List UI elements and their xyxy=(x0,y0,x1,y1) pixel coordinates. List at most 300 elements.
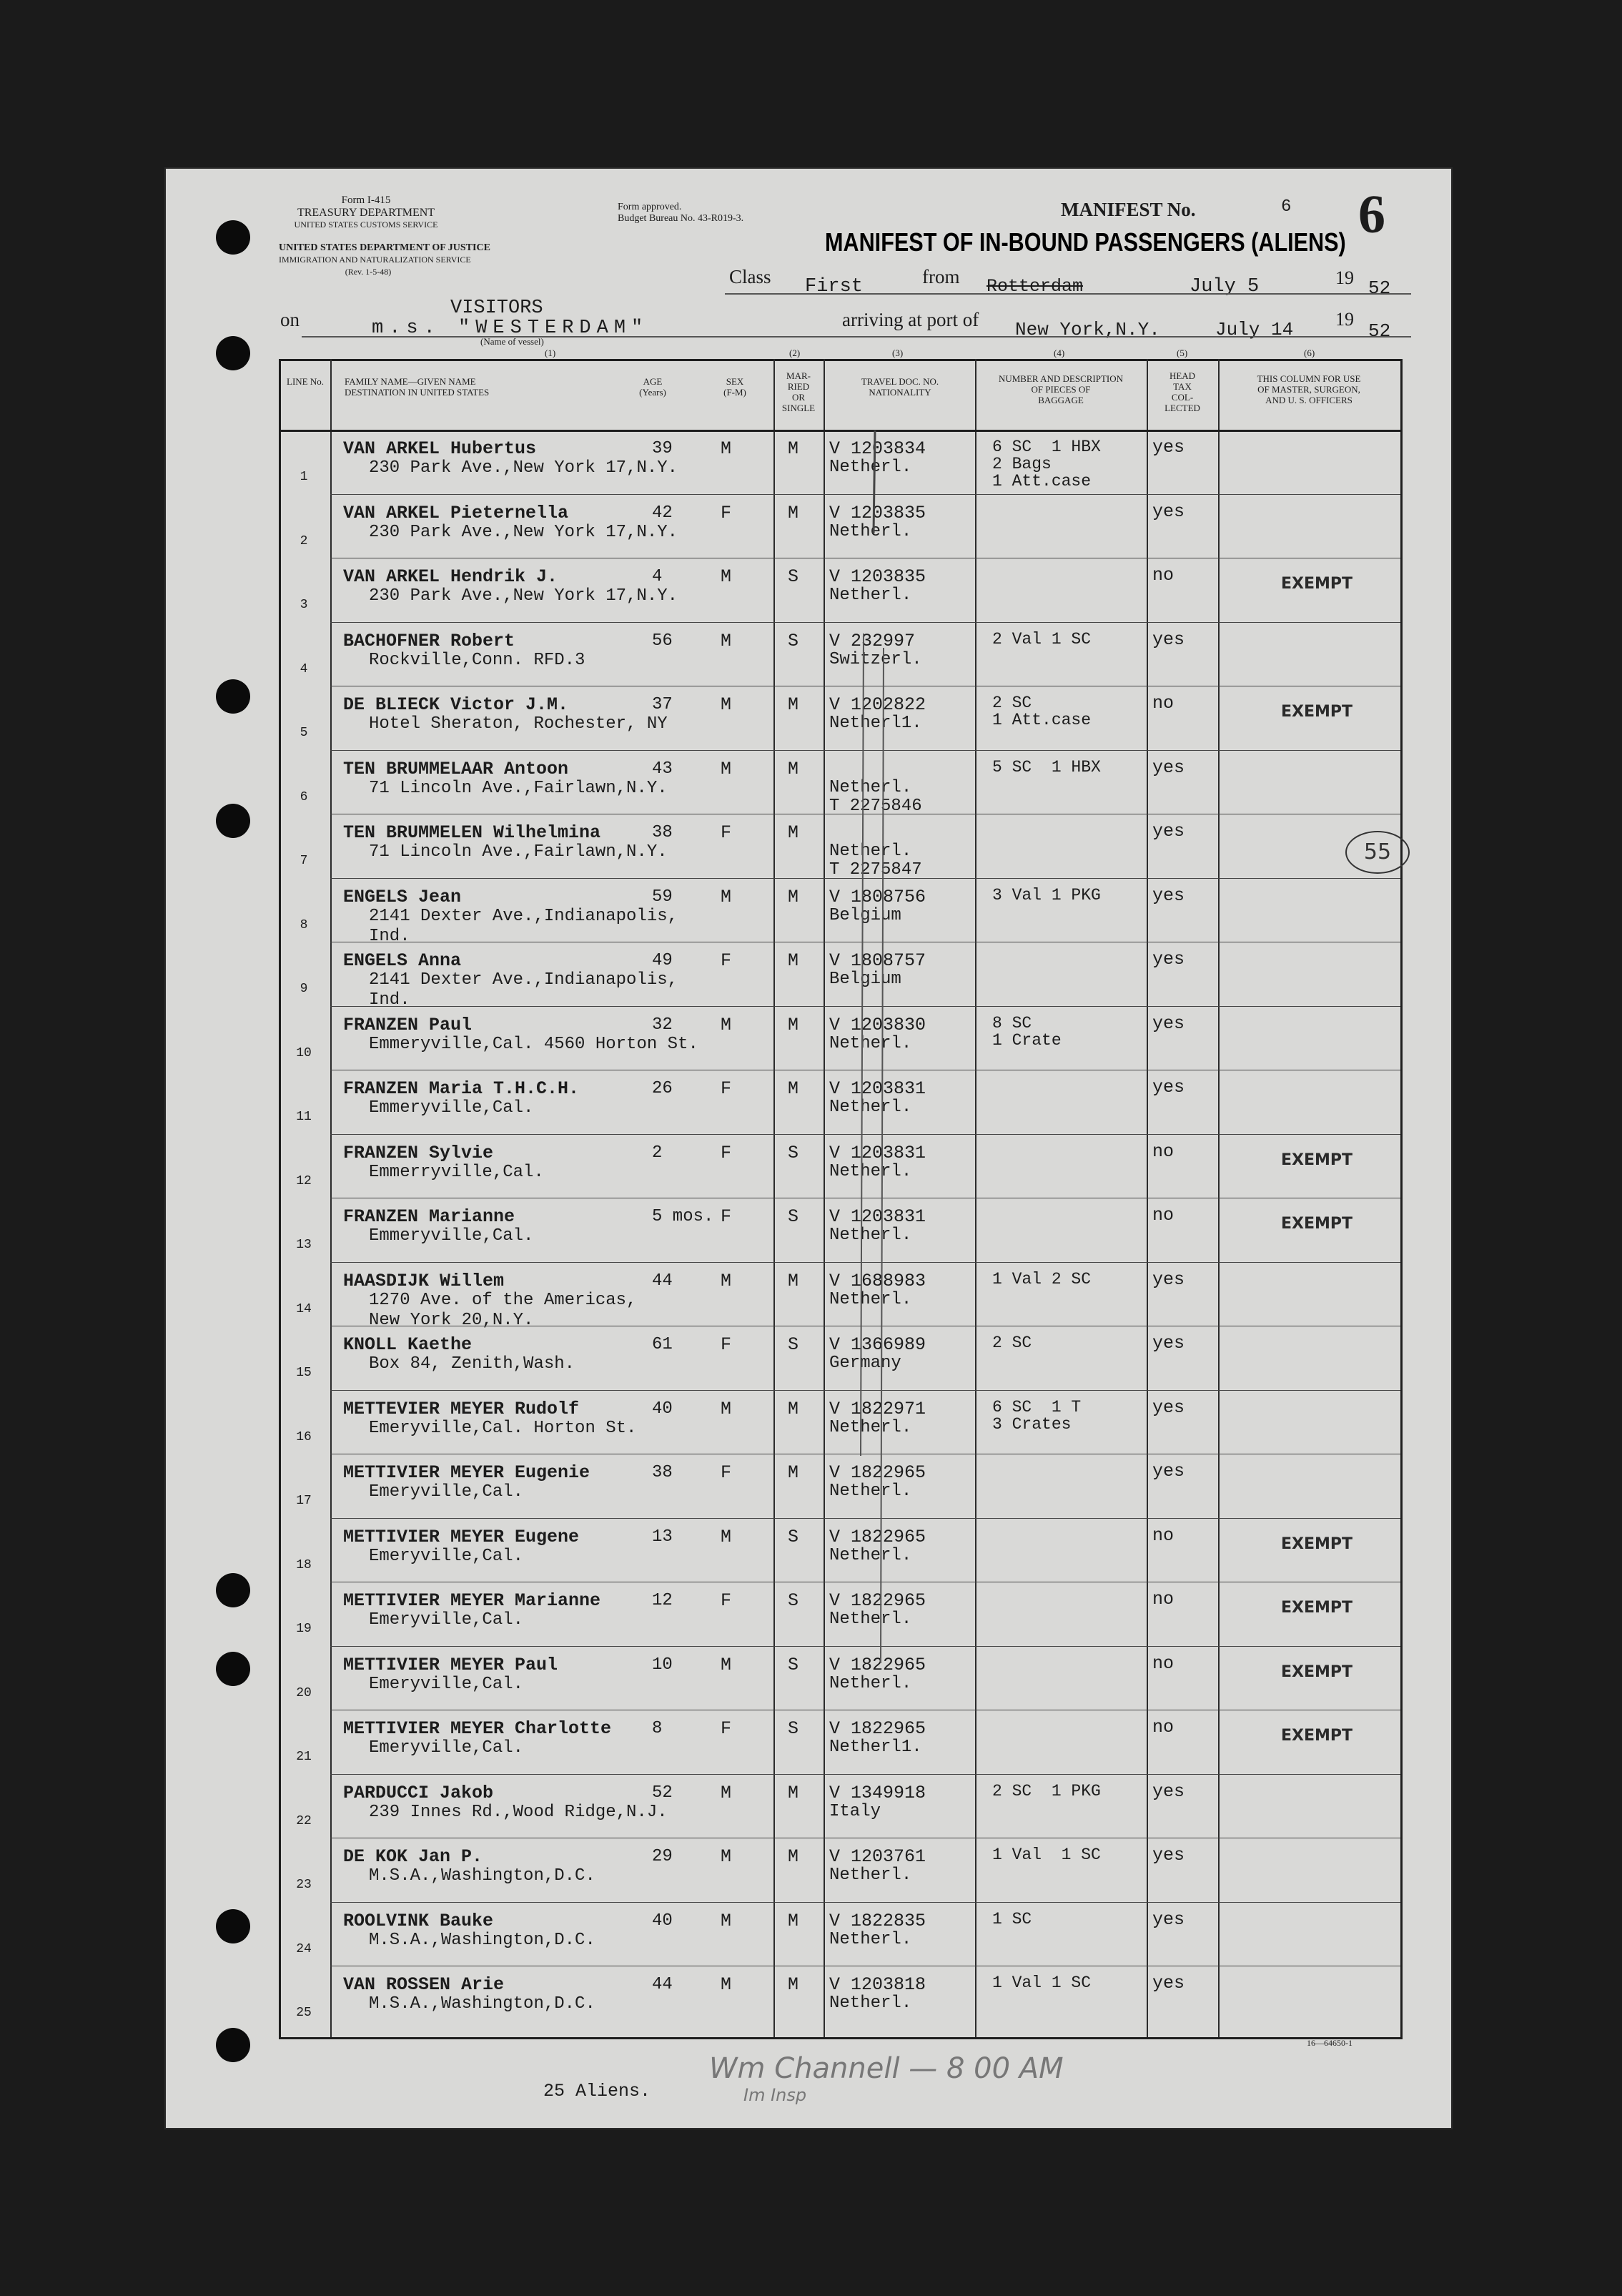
line-number: 1 xyxy=(300,470,308,484)
passenger-age: 38 xyxy=(652,1463,673,1482)
baggage-description: 8 SC 1 Crate xyxy=(992,1013,1062,1050)
justice-label: UNITED STATES DEPARTMENT OF JUSTICE xyxy=(279,242,490,253)
marital-status: M xyxy=(788,1910,799,1931)
form-approved-block xyxy=(618,202,743,225)
travel-doc-number: V 1822835 xyxy=(829,1910,926,1931)
passenger-destination: Emmeryville,Cal. xyxy=(369,1226,534,1246)
class-underline xyxy=(725,293,1411,295)
passenger-sex: F xyxy=(721,1206,732,1227)
head-tax-collected: no xyxy=(1152,1652,1175,1674)
passenger-destination: 230 Park Ave.,New York 17,N.Y. xyxy=(369,458,678,478)
nationality: Netherl. xyxy=(829,1289,912,1309)
col-head-age: AGE (Years) xyxy=(639,376,666,398)
line-number: 6 xyxy=(300,789,308,804)
passenger-name: METTIVIER MEYER Charlotte xyxy=(343,1718,612,1739)
line-number: 5 xyxy=(300,726,308,740)
travel-doc-number: V 1808757 xyxy=(829,950,926,971)
passenger-sex: M xyxy=(721,886,732,907)
form-header-block xyxy=(280,194,452,231)
passenger-destination: 239 Innes Rd.,Wood Ridge,N.J. xyxy=(369,1802,668,1822)
passenger-name: ENGELS Jean xyxy=(343,886,462,907)
line-number: 11 xyxy=(296,1110,312,1124)
form-approved: Form approved. xyxy=(618,202,682,212)
line-number: 24 xyxy=(296,1941,312,1956)
passenger-destination: Emeryville,Cal. xyxy=(369,1546,524,1566)
travel-doc-number: V 1202822 xyxy=(829,694,926,715)
col-head-sex: SEX (F-M) xyxy=(723,376,746,398)
revision-label: (Rev. 1-5-48) xyxy=(345,267,392,277)
nationality: Netherl. xyxy=(829,1161,912,1181)
passenger-name: TEN BRUMMELEN Wilhelmina xyxy=(343,822,601,843)
departure-date: July 5 xyxy=(1190,276,1260,297)
manifest-page xyxy=(166,169,1451,2128)
col-head-head-tax: HEAD TAX COL- LECTED xyxy=(1164,370,1200,413)
binder-hole xyxy=(216,2028,250,2062)
line-number: 3 xyxy=(300,598,308,612)
baggage-description: 6 SC 1 T 3 Crates xyxy=(992,1397,1082,1434)
binder-hole xyxy=(216,679,250,714)
marital-status: S xyxy=(788,1590,799,1611)
head-tax-collected: no xyxy=(1152,1717,1175,1738)
col-head-travel-doc: TRAVEL DOC. NO. NATIONALITY xyxy=(861,376,939,398)
passenger-destination: Hotel Sheraton, Rochester, NY xyxy=(369,714,668,734)
passenger-name: ROOLVINK Bauke xyxy=(343,1910,494,1931)
travel-doc-number: V 1349918 xyxy=(829,1782,926,1803)
from-port: Rotterdam xyxy=(986,276,1084,297)
ins-label: IMMIGRATION AND NATURALIZATION SERVICE xyxy=(279,255,471,265)
line-number: 10 xyxy=(296,1045,312,1060)
baggage-description: 2 Val 1 SC xyxy=(992,629,1092,649)
handwritten-marks xyxy=(273,426,916,2042)
nationality: Netherl. xyxy=(829,1866,912,1885)
head-tax-collected: yes xyxy=(1152,1012,1185,1034)
line-number: 20 xyxy=(296,1685,312,1700)
nationality: Netherl. xyxy=(829,458,912,477)
baggage-description: 1 Val 1 SC xyxy=(992,1974,1092,1992)
passenger-sex: F xyxy=(721,822,732,843)
officer-note: EXEMPT xyxy=(1281,1662,1353,1681)
marital-status: M xyxy=(788,502,799,523)
class-value: First xyxy=(805,276,864,297)
passenger-age: 44 xyxy=(652,1271,673,1291)
marital-status: M xyxy=(788,694,799,715)
marital-status: S xyxy=(788,1718,799,1739)
passenger-age: 61 xyxy=(652,1335,673,1354)
passenger-destination: Emeryville,Cal. xyxy=(369,1610,524,1630)
passenger-age: 32 xyxy=(652,1015,673,1035)
nationality: Netherl. xyxy=(829,1929,912,1949)
passenger-destination: Rockville,Conn. RFD.3 xyxy=(369,650,585,670)
passenger-name: FRANZEN Marianne xyxy=(343,1206,515,1227)
passenger-age: 38 xyxy=(652,823,673,842)
travel-doc-number: V 1822965 xyxy=(829,1590,926,1611)
passenger-age: 56 xyxy=(652,631,673,651)
baggage-description: 2 SC xyxy=(992,1334,1032,1352)
passenger-destination: M.S.A.,Washington,D.C. xyxy=(369,1994,595,2014)
marital-status: S xyxy=(788,1142,799,1163)
passenger-age: 13 xyxy=(652,1527,673,1547)
passenger-destination: Emeryville,Cal. Horton St. xyxy=(369,1418,637,1438)
head-tax-collected: no xyxy=(1152,1140,1175,1162)
passenger-age: 49 xyxy=(652,951,673,970)
line-number: 14 xyxy=(296,1301,312,1316)
passenger-name: PARDUCCI Jakob xyxy=(343,1782,494,1803)
passenger-age: 42 xyxy=(652,503,673,523)
officer-note: EXEMPT xyxy=(1281,1215,1353,1233)
nationality: Belgium xyxy=(829,970,901,989)
passenger-sex: M xyxy=(721,1974,732,1995)
head-tax-collected: no xyxy=(1152,565,1175,586)
travel-doc-number: V 1203831 xyxy=(829,1078,926,1099)
col-head-officers: THIS COLUMN FOR USE OF MASTER, SURGEON, AND U. S. OFFICERS xyxy=(1257,373,1361,405)
officer-note: EXEMPT xyxy=(1281,1534,1353,1553)
passenger-name: FRANZEN Maria T.H.C.H. xyxy=(343,1078,580,1099)
marital-status: M xyxy=(788,1398,799,1419)
passenger-sex: F xyxy=(721,1462,732,1483)
manifest-number-typed: 6 xyxy=(1281,197,1292,217)
baggage-description: 1 Val 2 SC xyxy=(992,1269,1092,1289)
passenger-destination: M.S.A.,Washington,D.C. xyxy=(369,1930,595,1950)
passenger-sex: M xyxy=(721,1782,732,1803)
marital-status: S xyxy=(788,1526,799,1547)
passenger-sex: F xyxy=(721,950,732,971)
passenger-name: METTIVIER MEYER Marianne xyxy=(343,1590,601,1611)
manifest-number-label: MANIFEST No. xyxy=(1061,199,1196,220)
bracket-mark-icon xyxy=(881,648,884,1663)
nationality: Netherl. xyxy=(829,1994,912,2013)
col-number-1: (1) xyxy=(545,348,556,358)
head-tax-collected: yes xyxy=(1152,1845,1185,1866)
passenger-name: METTEVIER MEYER Rudolf xyxy=(343,1398,580,1419)
passenger-age: 26 xyxy=(652,1079,673,1098)
line-number: 18 xyxy=(296,1557,312,1572)
travel-doc-number: V 1203830 xyxy=(829,1014,926,1035)
passenger-name: FRANZEN Paul xyxy=(343,1014,473,1035)
marital-status: M xyxy=(788,1270,799,1291)
inspector-signature: Wm Channell — 8 00 AM xyxy=(709,2052,1064,2085)
marital-status: M xyxy=(788,822,799,843)
travel-doc-number: V 1822965 xyxy=(829,1526,926,1547)
nationality: Netherl. T 2275847 xyxy=(829,842,922,880)
head-tax-collected: yes xyxy=(1152,1396,1185,1418)
bracket-mark-icon xyxy=(874,430,875,533)
passenger-sex: M xyxy=(721,758,732,779)
nationality: Netherl. xyxy=(829,521,912,541)
line-number: 17 xyxy=(296,1494,312,1508)
manifest-title: MANIFEST OF IN-BOUND PASSENGERS (ALIENS) xyxy=(825,227,1346,257)
baggage-description: 1 SC xyxy=(992,1909,1032,1928)
passenger-destination: Emmeryville,Cal. xyxy=(369,1098,534,1118)
vessel-caption: (Name of vessel) xyxy=(480,336,544,347)
circled-number-stamp: 55 xyxy=(1345,831,1410,874)
passenger-age: 59 xyxy=(652,887,673,907)
passenger-name: VAN ARKEL Hendrik J. xyxy=(343,566,558,587)
head-tax-collected: yes xyxy=(1152,1461,1185,1482)
passenger-sex: M xyxy=(721,438,732,459)
passenger-sex: F xyxy=(721,1590,732,1611)
passenger-age: 39 xyxy=(652,439,673,458)
binder-hole xyxy=(216,804,250,838)
passenger-destination: 1270 Ave. of the Americas, New York 20,N.Y. xyxy=(369,1290,637,1330)
passenger-destination: Emeryville,Cal. xyxy=(369,1482,524,1502)
passenger-destination: Box 84, Zenith,Wash. xyxy=(369,1354,575,1374)
nationality: Netherl. xyxy=(829,1226,912,1245)
travel-doc-number: V 1366989 xyxy=(829,1334,926,1355)
passenger-destination: Emmerryville,Cal. xyxy=(369,1162,544,1182)
marital-status: S xyxy=(788,1206,799,1227)
line-number: 8 xyxy=(300,917,308,932)
passenger-name: METTIVIER MEYER Eugenie xyxy=(343,1462,590,1483)
passenger-name: METTIVIER MEYER Paul xyxy=(343,1654,558,1675)
passenger-sex: M xyxy=(721,1270,732,1291)
passenger-name: VAN ROSSEN Arie xyxy=(343,1974,505,1995)
line-number: 2 xyxy=(300,533,308,548)
head-tax-collected: yes xyxy=(1152,1780,1185,1802)
col-number-2: (2) xyxy=(789,348,801,358)
marital-status: M xyxy=(788,1846,799,1867)
passenger-destination: Emmeryville,Cal. 4560 Horton St. xyxy=(369,1034,698,1054)
passenger-sex: F xyxy=(721,1334,732,1355)
marital-status: S xyxy=(788,1334,799,1355)
arriving-label: arriving at port of xyxy=(842,309,979,330)
print-code: 16—64650-1 xyxy=(1307,2038,1353,2048)
form-number: Form I-415 xyxy=(341,194,391,206)
treasury-label: TREASURY DEPARTMENT xyxy=(297,207,435,219)
budget-bureau: Budget Bureau No. 43-R019-3. xyxy=(618,213,744,224)
travel-doc-number: V 1808756 xyxy=(829,886,926,907)
head-tax-collected: yes xyxy=(1152,757,1185,778)
binder-hole xyxy=(216,336,250,370)
travel-doc-number: V 1203835 xyxy=(829,502,926,523)
travel-doc-number: V 232997 xyxy=(829,630,916,651)
line-number: 15 xyxy=(296,1366,312,1380)
col-head-line: LINE No. xyxy=(287,376,324,387)
nationality: Netherl. xyxy=(829,1545,912,1565)
vessel-name: m.s. "WESTERDAM" xyxy=(372,317,649,339)
passenger-age: 4 xyxy=(652,567,663,586)
arrival-date: July 14 xyxy=(1215,319,1294,340)
binder-hole xyxy=(216,1652,250,1686)
head-tax-collected: yes xyxy=(1152,885,1185,906)
passenger-destination: 71 Lincoln Ave.,Fairlawn,N.Y. xyxy=(369,778,668,798)
line-number: 23 xyxy=(296,1878,312,1892)
marital-status: M xyxy=(788,886,799,907)
nationality: Netherl. xyxy=(829,1098,912,1117)
marital-status: S xyxy=(788,566,799,587)
arrival-year: 52 xyxy=(1368,320,1391,342)
passenger-name: HAASDIJK Willem xyxy=(343,1270,505,1291)
baggage-description: 2 SC 1 PKG xyxy=(992,1781,1101,1800)
nationality: Italy xyxy=(829,1801,881,1821)
marital-status: M xyxy=(788,1078,799,1099)
head-tax-collected: yes xyxy=(1152,1268,1185,1290)
passenger-age: 5 mos. xyxy=(652,1207,714,1226)
binder-hole xyxy=(216,1909,250,1943)
passenger-age: 43 xyxy=(652,759,673,779)
baggage-description: 2 SC 1 Att.case xyxy=(992,694,1092,729)
passenger-age: 29 xyxy=(652,1847,673,1866)
head-tax-collected: yes xyxy=(1152,821,1185,842)
col-number-4: (4) xyxy=(1054,348,1065,358)
passenger-age: 52 xyxy=(652,1783,673,1803)
line-number: 4 xyxy=(300,661,308,676)
justice-block xyxy=(279,242,490,278)
year-prefix-2: 19 xyxy=(1335,309,1354,330)
nationality: Belgium xyxy=(829,905,901,925)
passenger-age: 40 xyxy=(652,1911,673,1931)
nationality: Netherl. xyxy=(829,1610,912,1629)
head-tax-collected: yes xyxy=(1152,1333,1185,1354)
marital-status: S xyxy=(788,630,799,651)
passenger-age: 8 xyxy=(652,1719,663,1738)
head-tax-collected: yes xyxy=(1152,949,1185,970)
nationality: Netherl. xyxy=(829,1482,912,1501)
head-tax-collected: no xyxy=(1152,1524,1175,1546)
marital-status: M xyxy=(788,758,799,779)
baggage-description: 3 Val 1 PKG xyxy=(992,885,1101,905)
marital-status: M xyxy=(788,438,799,459)
head-tax-collected: yes xyxy=(1152,1908,1185,1930)
passenger-name: METTIVIER MEYER Eugene xyxy=(343,1526,580,1547)
visitors-label: VISITORS xyxy=(450,297,543,319)
line-number: 13 xyxy=(296,1238,312,1252)
passenger-name: VAN ARKEL Pieternella xyxy=(343,502,569,523)
passenger-name: BACHOFNER Robert xyxy=(343,630,515,651)
travel-doc-number: V 1203831 xyxy=(829,1142,926,1163)
passenger-sex: M xyxy=(721,1526,732,1547)
marital-status: M xyxy=(788,1974,799,1995)
col-number-3: (3) xyxy=(892,348,904,358)
passenger-sex: M xyxy=(721,1846,732,1867)
travel-doc-number: V 1822965 xyxy=(829,1654,926,1675)
col-number-5: (5) xyxy=(1177,348,1188,358)
passenger-destination: Emeryville,Cal. xyxy=(369,1674,524,1694)
passenger-sex: F xyxy=(721,1078,732,1099)
on-label: on xyxy=(280,309,300,330)
inspector-title: Im Insp xyxy=(743,2085,807,2105)
baggage-description: 1 Val 1 SC xyxy=(992,1846,1101,1864)
officer-note: EXEMPT xyxy=(1281,1599,1353,1617)
marital-status: M xyxy=(788,1462,799,1483)
nationality: Netherl. xyxy=(829,586,912,605)
head-tax-collected: no xyxy=(1152,693,1175,714)
passenger-age: 2 xyxy=(652,1143,663,1163)
passenger-name: DE BLIECK Victor J.M. xyxy=(343,694,569,715)
nationality: Netherl. xyxy=(829,1673,912,1693)
passenger-sex: M xyxy=(721,1910,732,1931)
travel-doc-number: V 1822965 xyxy=(829,1462,926,1483)
nationality: Netherl1. xyxy=(829,714,922,733)
passenger-sex: M xyxy=(721,1014,732,1035)
passenger-age: 12 xyxy=(652,1591,673,1610)
passenger-destination: 2141 Dexter Ave.,Indianapolis, Ind. xyxy=(369,906,678,946)
marital-status: M xyxy=(788,1782,799,1803)
bracket-mark-icon xyxy=(861,634,864,1456)
passenger-destination: Emeryville,Cal. xyxy=(369,1738,524,1758)
col-head-name: FAMILY NAME—GIVEN NAME DESTINATION IN UNITED STATES xyxy=(345,376,490,398)
travel-doc-number: V 1822965 xyxy=(829,1718,926,1739)
passenger-age: 44 xyxy=(652,1975,673,1994)
total-aliens: 25 Aliens. xyxy=(543,2081,651,2102)
passenger-name: TEN BRUMMELAAR Antoon xyxy=(343,758,569,779)
nationality: Germany xyxy=(829,1354,901,1373)
line-number: 22 xyxy=(296,1813,312,1828)
passenger-destination: M.S.A.,Washington,D.C. xyxy=(369,1866,595,1886)
line-number: 12 xyxy=(296,1173,312,1188)
line-number: 25 xyxy=(296,2006,312,2020)
class-label: Class xyxy=(729,266,771,287)
passenger-sex: M xyxy=(721,694,732,715)
head-tax-collected: yes xyxy=(1152,629,1185,650)
travel-doc-number: V 1203835 xyxy=(829,566,926,587)
officer-note: EXEMPT xyxy=(1281,1151,1353,1169)
arrival-port: New York,N.Y. xyxy=(1015,319,1160,340)
head-tax-collected: yes xyxy=(1152,1077,1185,1098)
year-prefix: 19 xyxy=(1335,267,1354,288)
vessel-underline xyxy=(302,336,1411,337)
passenger-name: ENGELS Anna xyxy=(343,950,462,971)
nationality: Netherl. T 2275846 xyxy=(829,777,922,816)
from-label: from xyxy=(922,266,960,287)
passenger-name: KNOLL Kaethe xyxy=(343,1334,473,1355)
customs-label: UNITED STATES CUSTOMS SERVICE xyxy=(294,220,438,230)
baggage-description: 5 SC 1 HBX xyxy=(992,757,1101,777)
passenger-destination: 230 Park Ave.,New York 17,N.Y. xyxy=(369,522,678,542)
officer-note: EXEMPT xyxy=(1281,1727,1353,1745)
head-tax-collected: yes xyxy=(1152,501,1185,522)
passenger-sex: M xyxy=(721,630,732,651)
line-number: 16 xyxy=(296,1429,312,1444)
binder-hole xyxy=(216,220,250,255)
travel-doc-number: V 1688983 xyxy=(829,1270,926,1291)
line-number: 21 xyxy=(296,1750,312,1764)
passenger-age: 10 xyxy=(652,1655,673,1675)
travel-doc-number: V 1822971 xyxy=(829,1398,926,1419)
head-tax-collected: yes xyxy=(1152,1973,1185,1994)
passenger-name: VAN ARKEL Hubertus xyxy=(343,438,537,459)
binder-hole xyxy=(216,1573,250,1607)
passenger-age: 37 xyxy=(652,695,673,714)
passenger-name: DE KOK Jan P. xyxy=(343,1846,483,1867)
line-number: 9 xyxy=(300,982,308,996)
travel-doc-number: V 1203831 xyxy=(829,1206,926,1227)
col-head-baggage: NUMBER AND DESCRIPTION OF PIECES OF BAGGAGE xyxy=(998,373,1124,405)
departure-year: 52 xyxy=(1368,277,1391,299)
officer-note: EXEMPT xyxy=(1281,575,1353,593)
col-number-6: (6) xyxy=(1304,348,1315,358)
nationality: Switzerl. xyxy=(829,649,922,669)
passenger-sex: F xyxy=(721,1718,732,1739)
travel-doc-number: V 1203818 xyxy=(829,1974,926,1995)
manifest-number-large: 6 xyxy=(1358,184,1385,245)
passenger-sex: F xyxy=(721,502,732,523)
passenger-sex: M xyxy=(721,566,732,587)
passenger-sex: F xyxy=(721,1142,732,1163)
travel-doc-number: V 1203834 xyxy=(829,438,926,459)
col-head-married: MAR- RIED OR SINGLE xyxy=(781,370,816,413)
passenger-destination: 2141 Dexter Ave.,Indianapolis, Ind. xyxy=(369,970,678,1010)
passenger-destination: 230 Park Ave.,New York 17,N.Y. xyxy=(369,586,678,606)
head-tax-collected: no xyxy=(1152,1589,1175,1610)
passenger-sex: M xyxy=(721,1398,732,1419)
passenger-name: FRANZEN Sylvie xyxy=(343,1142,494,1163)
marital-status: S xyxy=(788,1654,799,1675)
passenger-age: 40 xyxy=(652,1399,673,1419)
line-number: 19 xyxy=(296,1622,312,1636)
officer-note: EXEMPT xyxy=(1281,703,1353,721)
nationality: Netherl1. xyxy=(829,1738,922,1757)
nationality: Netherl. xyxy=(829,1417,912,1437)
